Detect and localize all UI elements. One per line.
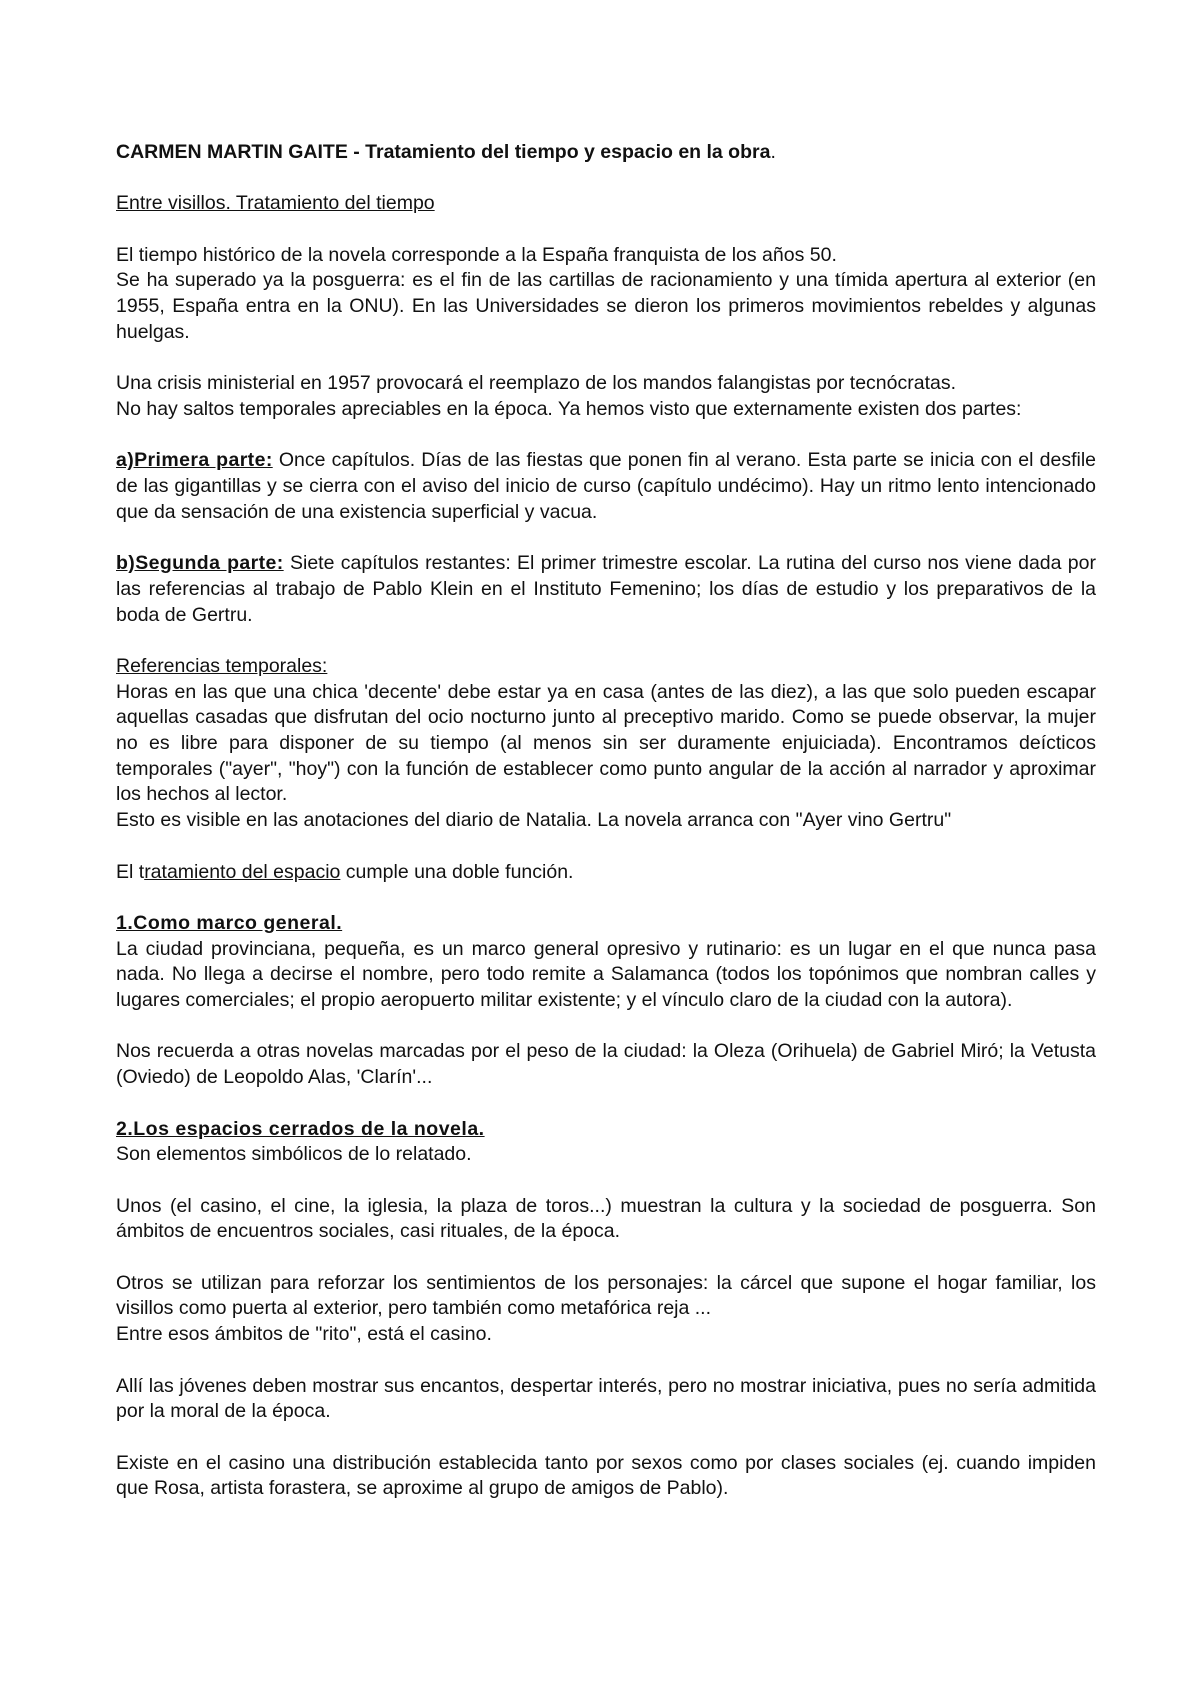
section-heading-tiempo: Entre visillos. Tratamiento del tiempo xyxy=(116,192,435,215)
document-page xyxy=(116,140,1096,1502)
paragraph-simbolicos: Son elementos simbólicos de lo relatado. xyxy=(116,1143,472,1166)
espacio-pre: El t xyxy=(116,860,145,883)
label-primera-parte: a)Primera parte: xyxy=(116,449,273,472)
paragraph-natalia: Esto es visible en las anotaciones del diario de Natalia. La novela arranca con "Ayer vino Gertru" xyxy=(116,809,952,832)
paragraph-posguerra: Se ha superado ya la posguerra: es el fin de las cartillas de racionamiento y una tímida apertura al exterior (en 1955, España entra en la ONU). En las Universidades se dieron los primeros movimientos rebeldes y algunas huelgas. xyxy=(116,269,1096,343)
paragraph-alli: Allí las jóvenes deben mostrar sus encantos, despertar interés, pero no mostrar iniciativa, pues no sería admitida por la moral de la época. xyxy=(116,1374,1096,1423)
paragraph-rito: Entre esos ámbitos de "rito", está el casino. xyxy=(116,1323,492,1346)
paragraph-referencias: Horas en las que una chica 'decente' debe estar ya en casa (antes de las diez), a las que solo pueden escapar aquellas casadas que disfrutan del ocio nocturno junto al preceptivo marido. Como se puede observar, la mujer no es libre para disponer de su tiempo (al menos sin ser duramente enjuiciada). Encontramos deícticos temporales ("ayer", "hoy") con la función de establecer como punto angular de la acción al narrador y aproximar los hechos al lector. xyxy=(116,680,1096,806)
paragraph-otros: Otros se utilizan para reforzar los sentimientos de los personajes: la cárcel que supone el hogar familiar, los visillos como puerta al exterior, pero también como metafórica reja ... xyxy=(116,1271,1096,1320)
title-rest: Tratamiento del tiempo y espacio en la obra xyxy=(365,141,771,163)
subheading-referencias: Referencias temporales: xyxy=(116,654,328,677)
text-segunda-parte: Siete capítulos restantes: El primer trimestre escolar. La rutina del curso nos viene dada por las referencias al trabajo de Pablo Klein en el Instituto Femenino; los días de estudio y los preparativos de la boda de Gertru. xyxy=(116,552,1096,626)
heading-marco-general: 1.Como marco general. xyxy=(116,911,343,934)
label-segunda-parte: b)Segunda parte: xyxy=(116,552,284,575)
title-author: CARMEN MARTIN GAITE - xyxy=(116,141,366,163)
paragraph-primera-parte xyxy=(116,448,1096,525)
document-title xyxy=(116,140,1096,166)
espacio-post: cumple una doble función. xyxy=(340,860,574,883)
text-primera-parte: Once capítulos. Días de las fiestas que ponen fin al verano. Esta parte se inicia con el desfile de las gigantillas y se cierra con el aviso del inicio de curso (capítulo undécimo). Hay un ritmo lento intencionado que da sensación de una existencia superficial y vacua. xyxy=(116,449,1096,523)
paragraph-segunda-parte xyxy=(116,551,1096,628)
title-end: . xyxy=(770,141,776,163)
paragraph-otras-novelas: Nos recuerda a otras novelas marcadas por el peso de la ciudad: la Oleza (Orihuela) de Gabriel Miró; la Vetusta (Oviedo) de Leopoldo Alas, 'Clarín'... xyxy=(116,1040,1096,1089)
paragraph-historic-time: El tiempo histórico de la novela corresponde a la España franquista de los años 50. xyxy=(116,243,837,266)
espacio-underlined: ratamiento del espacio xyxy=(144,860,341,883)
heading-espacios-cerrados: 2.Los espacios cerrados de la novela. xyxy=(116,1117,485,1140)
paragraph-existe: Existe en el casino una distribución establecida tanto por sexos como por clases sociales (ej. cuando impiden que Rosa, artista forastera, se aproxime al grupo de amigos de Pablo). xyxy=(116,1451,1096,1500)
paragraph-unos: Unos (el casino, el cine, la iglesia, la plaza de toros...) muestran la cultura y la sociedad de posguerra. Son ámbitos de encuentros sociales, casi rituales, de la época. xyxy=(116,1194,1096,1243)
paragraph-espacio-intro xyxy=(116,860,1096,886)
paragraph-crisis: Una crisis ministerial en 1957 provocará el reemplazo de los mandos falangistas por tecnócratas. xyxy=(116,372,957,395)
paragraph-ciudad: La ciudad provinciana, pequeña, es un marco general opresivo y rutinario: es un lugar en el que nunca pasa nada. No llega a decirse el nombre, pero todo remite a Salamanca (todos los topónimos que nombran calles y lugares comerciales; el propio aeropuerto militar existente; y el vínculo claro de la ciudad con la autora). xyxy=(116,937,1096,1012)
paragraph-saltos: No hay saltos temporales apreciables en la época. Ya hemos visto que externamente existen dos partes: xyxy=(116,397,1022,420)
